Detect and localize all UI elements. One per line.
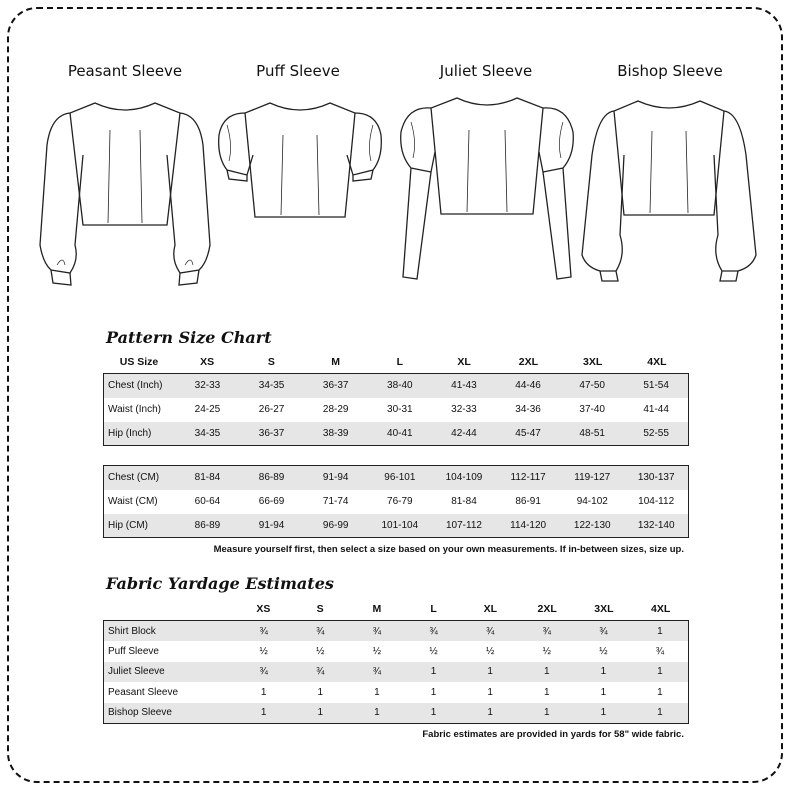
size-chart-header: [103, 351, 689, 373]
header-cell: S: [267, 356, 275, 368]
row-label: Waist (Inch): [108, 404, 161, 415]
table-cell: 114-120: [496, 514, 560, 538]
title-juliet-sleeve: Juliet Sleeve: [439, 62, 533, 80]
header-cell: M: [331, 356, 340, 368]
table-cell: 28-29: [322, 404, 349, 415]
title-peasant-sleeve: Peasant Sleeve: [67, 62, 183, 80]
table-cell: 86-89: [175, 514, 239, 538]
table-cell: 24-25: [194, 404, 221, 415]
table-cell: 1: [544, 686, 550, 698]
table-cell: ¾: [349, 662, 406, 683]
table-cell: 36-37: [240, 422, 304, 446]
table-cell: ¾: [235, 621, 292, 642]
table-cell: 1: [405, 703, 462, 724]
table-row: [104, 490, 689, 514]
table-cell: 1: [260, 686, 267, 698]
table-cell: 86-91: [515, 496, 541, 507]
table-row: [104, 374, 689, 398]
table-cell: 1: [462, 662, 519, 683]
table-cell: 94-102: [576, 496, 608, 507]
table-cell: 51-54: [624, 374, 688, 398]
table-row: [104, 682, 689, 703]
header-cell: L: [396, 356, 404, 368]
header-cell: S: [316, 603, 324, 615]
table-cell: 1: [519, 703, 576, 724]
table-cell: 91-94: [304, 466, 368, 490]
table-cell: ½: [259, 645, 268, 657]
table-cell: 42-44: [432, 422, 496, 446]
table-cell: ¾: [292, 621, 349, 642]
table-cell: 52-55: [624, 422, 688, 446]
table-cell: ½: [486, 645, 495, 657]
table-cell: 122-130: [560, 514, 624, 538]
header-cell: XS: [200, 356, 215, 368]
table-cell: ½: [542, 645, 551, 657]
table-row: [104, 514, 689, 538]
table-cell: 40-41: [368, 422, 432, 446]
table-cell: 81-84: [451, 496, 477, 507]
header-cell: M: [372, 603, 382, 615]
header-cell: 4XL: [650, 603, 671, 615]
juliet-sleeve-illustration: [395, 92, 580, 287]
table-cell: 119-127: [560, 466, 624, 490]
table-cell: 71-74: [322, 496, 349, 507]
bishop-sleeve-illustration: [578, 95, 760, 287]
table-cell: 86-89: [240, 466, 304, 490]
table-cell: 38-39: [304, 422, 368, 446]
table-cell: 132-140: [624, 514, 688, 538]
header-cell: XS: [256, 603, 271, 615]
table-cell: ¾: [655, 645, 665, 657]
table-cell: 1: [487, 686, 493, 698]
title-puff-sleeve: Puff Sleeve: [256, 62, 340, 80]
table-cell: 1: [657, 686, 663, 698]
table-cell: 34-36: [515, 404, 541, 415]
table-cell: 1: [575, 662, 632, 683]
size-chart-title: Pattern Size Chart: [106, 328, 272, 347]
header-cell: 2XL: [518, 356, 538, 368]
table-row: [104, 703, 689, 724]
table-cell: 1: [405, 662, 462, 683]
header-cell: 2XL: [537, 603, 557, 615]
yardage-table: [103, 620, 689, 724]
table-cell: 91-94: [240, 514, 304, 538]
header-cell: 3XL: [582, 356, 603, 368]
table-cell: ¾: [292, 662, 349, 683]
table-cell: 1: [462, 703, 519, 724]
table-cell: ¾: [349, 621, 406, 642]
row-label: Waist (CM): [108, 496, 158, 507]
table-cell: 60-64: [194, 496, 221, 507]
table-cell: ½: [429, 645, 438, 657]
header-cell: XL: [483, 603, 498, 615]
table-cell: 38-40: [368, 374, 432, 398]
table-cell: 47-50: [560, 374, 624, 398]
size-chart-cm-table: [103, 465, 689, 538]
row-label: Shirt Block: [104, 621, 236, 642]
header-cell: 4XL: [647, 356, 667, 368]
table-cell: 1: [317, 686, 324, 698]
table-cell: 1: [349, 703, 406, 724]
table-row: [104, 398, 689, 422]
table-cell: ¾: [519, 621, 576, 642]
peasant-sleeve-illustration: [35, 95, 215, 290]
table-cell: 1: [430, 686, 437, 698]
table-cell: 112-117: [496, 466, 560, 490]
puff-sleeve-illustration: [215, 95, 385, 225]
table-cell: ¾: [462, 621, 519, 642]
table-cell: 48-51: [560, 422, 624, 446]
row-label: Chest (Inch): [104, 374, 176, 398]
table-cell: ¾: [575, 621, 632, 642]
table-cell: 36-37: [304, 374, 368, 398]
table-row: [104, 641, 689, 662]
table-cell: 66-69: [258, 496, 285, 507]
header-cell: 3XL: [594, 603, 614, 615]
table-cell: 1: [600, 686, 607, 698]
row-label: Juliet Sleeve: [104, 662, 236, 683]
table-cell: 130-137: [624, 466, 688, 490]
table-cell: 1: [292, 703, 349, 724]
header-cell: [103, 598, 235, 620]
table-cell: ½: [599, 645, 608, 657]
table-cell: 1: [374, 686, 380, 698]
table-cell: ½: [316, 645, 325, 657]
table-cell: 1: [632, 662, 689, 683]
row-label: Chest (CM): [104, 466, 176, 490]
yardage-note: Fabric estimates are provided in yards for 58" wide fabric.: [422, 729, 684, 740]
table-cell: 96-101: [368, 466, 432, 490]
table-cell: ¾: [235, 662, 292, 683]
table-cell: 45-47: [496, 422, 560, 446]
table-cell: 34-35: [175, 422, 239, 446]
table-cell: 81-84: [175, 466, 239, 490]
table-cell: 37-40: [579, 404, 605, 415]
table-cell: 26-27: [258, 404, 285, 415]
table-cell: 107-112: [432, 514, 496, 538]
row-label: Hip (CM): [104, 514, 176, 538]
header-cell: L: [430, 603, 437, 615]
table-cell: 44-46: [496, 374, 560, 398]
size-chart-inch-table: [103, 373, 689, 446]
table-cell: 34-35: [240, 374, 304, 398]
table-row: [104, 662, 689, 683]
table-cell: 41-44: [643, 404, 669, 415]
table-cell: 101-104: [368, 514, 432, 538]
row-label: Puff Sleeve: [108, 645, 159, 657]
table-row: [104, 621, 689, 642]
table-row: [104, 422, 689, 446]
size-chart-note: Measure yourself first, then select a size based on your own measurements. If in-between sizes, size up.: [213, 544, 684, 555]
table-cell: 1: [632, 703, 689, 724]
table-cell: 96-99: [304, 514, 368, 538]
yardage-title: Fabric Yardage Estimates: [106, 574, 334, 593]
table-cell: 1: [235, 703, 292, 724]
table-cell: ½: [372, 645, 382, 657]
table-cell: 1: [575, 703, 632, 724]
table-cell: 41-43: [432, 374, 496, 398]
table-cell: 76-79: [387, 496, 413, 507]
yardage-header: [103, 598, 689, 620]
header-cell: US Size: [119, 356, 159, 368]
table-cell: 104-109: [432, 466, 496, 490]
table-row: [104, 466, 689, 490]
table-cell: 32-33: [175, 374, 239, 398]
header-cell: XL: [457, 356, 471, 368]
table-cell: 104-112: [638, 496, 675, 507]
table-cell: 30-31: [387, 404, 413, 415]
row-label: Peasant Sleeve: [108, 686, 179, 698]
row-label: Bishop Sleeve: [104, 703, 236, 724]
row-label: Hip (Inch): [104, 422, 176, 446]
title-bishop-sleeve: Bishop Sleeve: [617, 62, 723, 80]
table-cell: 1: [632, 621, 689, 642]
table-cell: 1: [519, 662, 576, 683]
table-cell: ¾: [405, 621, 462, 642]
table-cell: 32-33: [451, 404, 477, 415]
